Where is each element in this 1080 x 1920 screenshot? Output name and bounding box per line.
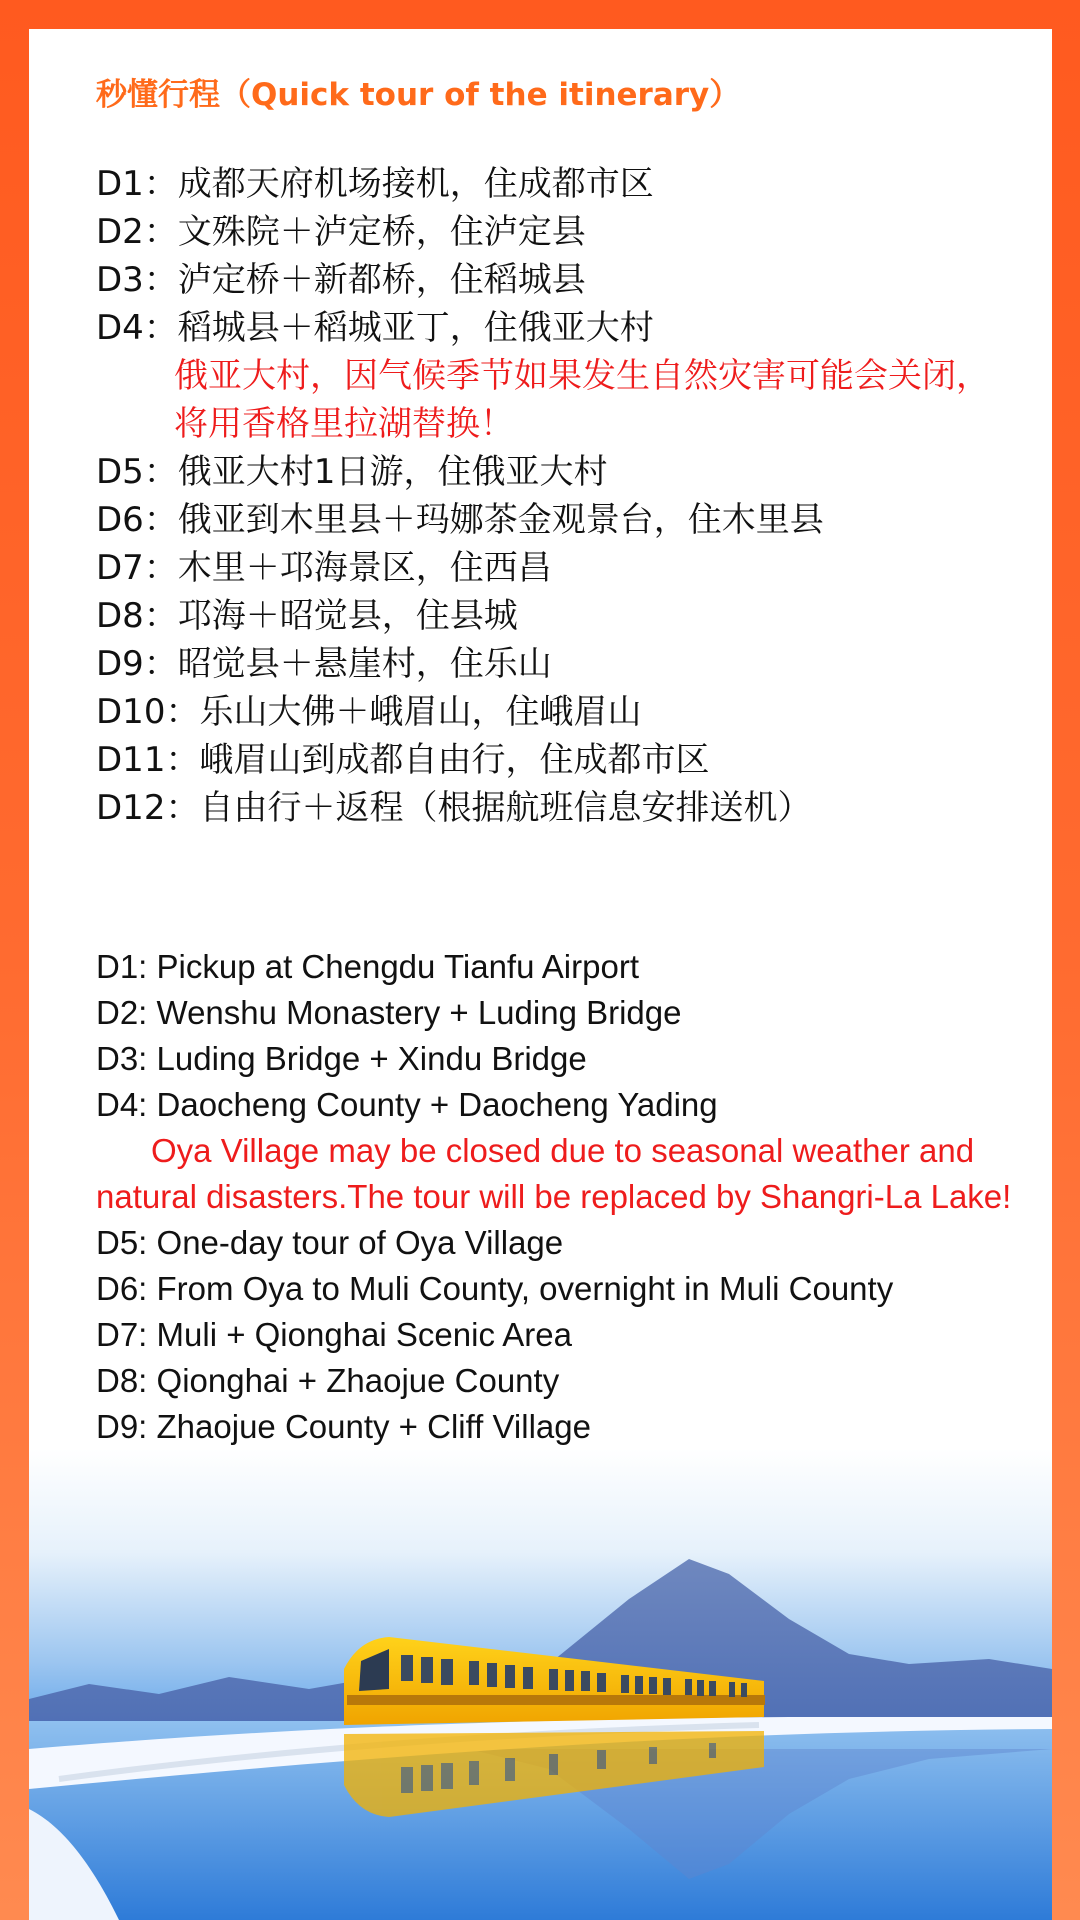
page-title: 秒懂行程（Quick tour of the itinerary） <box>96 77 741 113</box>
list-item: D3：泸定桥＋新都桥，住稻城县 <box>96 260 586 300</box>
train-lake-scene <box>29 1449 1052 1920</box>
list-item: D8: Qionghai + Zhaojue County <box>96 1362 560 1399</box>
itinerary-list-chinese <box>96 160 1016 832</box>
list-item: D5：俄亚大村1日游，住俄亚大村 <box>96 452 608 492</box>
list-item: D2：文殊院＋泸定桥，住泸定县 <box>96 212 586 252</box>
list-item: D7: Muli + Qionghai Scenic Area <box>96 1316 573 1353</box>
list-item: D4: Daocheng County + Daocheng Yading <box>96 1086 718 1123</box>
list-item: D7：木里＋邛海景区，住西昌 <box>96 548 552 588</box>
closure-notice: 俄亚大村，因气候季节如果发生自然灾害可能会关闭， <box>174 356 990 396</box>
list-item: D6: From Oya to Muli County, overnight in Muli County <box>96 1270 894 1307</box>
list-item: D5: One-day tour of Oya Village <box>96 1224 564 1261</box>
list-item: D1：成都天府机场接机，住成都市区 <box>96 164 654 204</box>
list-item: D2: Wenshu Monastery + Luding Bridge <box>96 994 682 1031</box>
list-item: D9: Zhaojue County + Cliff Village <box>96 1408 591 1445</box>
closure-notice-text: Oya Village may be closed due to seasonal weather and natural disasters.The tour will be replaced by Shangri-La Lake! <box>96 1132 1012 1215</box>
list-item: D9：昭觉县＋悬崖村，住乐山 <box>96 644 552 684</box>
list-item: D6：俄亚到木里县＋玛娜茶金观景台，住木里县 <box>96 500 824 540</box>
list-item: D4：稻城县＋稻城亚丁，住俄亚大村 <box>96 308 654 348</box>
closure-notice <box>96 1128 1052 1220</box>
list-item: D11：峨眉山到成都自由行，住成都市区 <box>96 740 710 780</box>
list-item: D10：乐山大佛＋峨眉山，住峨眉山 <box>96 692 642 732</box>
list-item: D3: Luding Bridge + Xindu Bridge <box>96 1040 587 1077</box>
train-illustration <box>29 1449 1052 1920</box>
itinerary-card <box>29 29 1052 1920</box>
list-item: D8：邛海＋昭觉县，住县城 <box>96 596 518 636</box>
list-item: D12：自由行＋返程（根据航班信息安排送机） <box>96 788 812 828</box>
list-item: D1: Pickup at Chengdu Tianfu Airport <box>96 948 639 985</box>
closure-notice: 将用香格里拉湖替换！ <box>174 404 514 444</box>
